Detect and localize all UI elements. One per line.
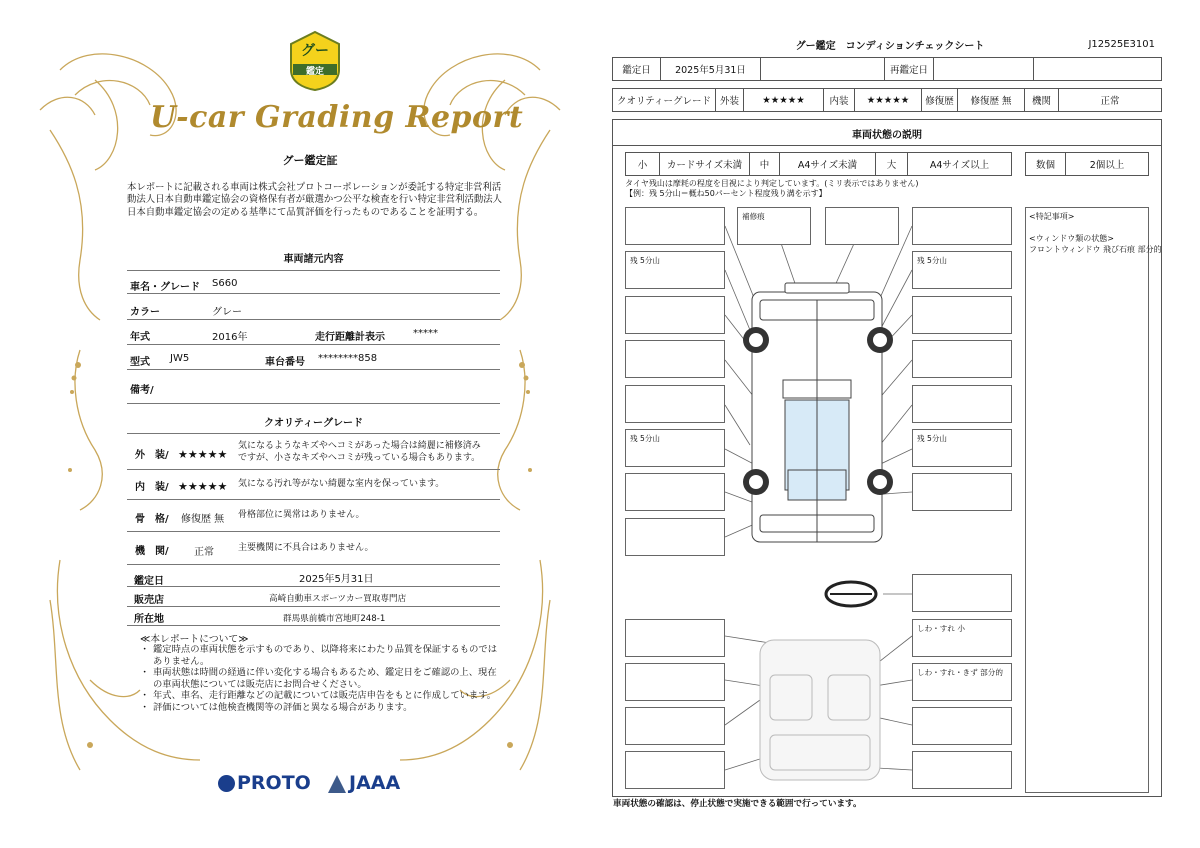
diagram-box [912,385,1012,423]
car-interior-view [760,640,880,780]
frame-value: 修復歴 無 [181,514,225,525]
sheet-code: J12525E3101 [1088,39,1155,50]
remarks-subtitle: <ウィンドウ類の状態> [1029,234,1114,243]
repair-label: 修復歴 [922,89,958,112]
jaaa-logo-text: JAAA [349,772,401,794]
legend-mid: 中 [750,153,780,176]
diagram-box [625,518,725,556]
dealer-row [127,587,500,607]
exterior-label: 外 装/ [135,450,169,461]
tire-note-line-2: 【例：残 5分山＝概ね50パーセント程度残り溝を示す】 [625,189,827,198]
spec-row-color [127,296,500,320]
address-label: 所在地 [134,614,164,625]
spec-mileage-label: 走行距離計表示 [315,332,385,343]
legend-count: 数個 [1026,153,1066,176]
diagram-box [912,663,1012,701]
ext-value: ★★★★★ [744,89,824,112]
spec-mileage-value: ***** [413,328,438,339]
appraisal-date-label: 鑑定日 [134,576,164,587]
badge-text-top: グー [301,43,329,59]
exterior-stars: ★★★★★ [178,448,228,461]
goo-appraisal-badge [287,30,343,92]
date-value: 2025年5月31日 [661,58,761,81]
spec-chassis-value: ********858 [318,353,378,364]
seat-condition-2: しわ・すれ・きず 部分的 [917,668,1003,677]
condition-section-title: 車両状態の説明 [612,119,1162,146]
spec-chassis-label: 車台番号 [265,357,305,368]
appraisal-date-row [127,565,500,587]
diagram-box [625,340,725,378]
spec-color-label: カラー [130,307,160,318]
engine-value: 正常 [194,547,214,558]
proto-logo-mark [218,775,235,792]
diagram-box [625,429,725,467]
spec-row-model [127,346,500,370]
dealer-value: 高崎自動車スポーツカー買取専門店 [269,594,407,604]
exterior-desc-2: ですが、小さなキズやヘコミが残っている場合もあります。 [238,453,481,463]
diagram-box [625,207,725,245]
exterior-desc-1: 気になるようなキズやヘコミがあった場合は綺麗に補修済み [238,441,481,451]
interior-stars: ★★★★★ [178,480,228,493]
spec-year-value: 2016年 [212,332,248,343]
notes-title: ≪本レポートについて≫ [140,634,249,645]
car-top-view [752,283,882,542]
tire-front-left-value: 残 5分山 [630,256,661,265]
sheet-footer-note: 車両状態の確認は、停止状態で実施できる範囲で行っています。 [613,799,862,809]
engine-label: 機 関/ [135,546,169,557]
diagram-box [625,296,725,334]
repair-mark-value: 補修痕 [742,212,765,221]
frame-label: 骨 格/ [135,514,169,525]
badge-text-bottom: 鑑定 [305,67,324,77]
spec-name-label: 車名・グレード [130,282,200,293]
spec-model-label: 型式 [130,357,150,368]
tire-rear-right-value: 残 5分山 [917,434,948,443]
diagram-box [912,207,1012,245]
spec-remarks-label: 備考/ [130,385,154,396]
note-item: ・ 車両状態は時間の経過に伴い変化する場合もあるため、鑑定日をご確認の上、現在の車両状態については販売店にお問合せください。 [140,667,500,690]
note-item: ・ 評価については他検査機関等の評価と異なる場合があります。 [140,702,500,714]
remarks-title: <特記事項> [1029,212,1075,221]
certificate-title: グー鑑定証 [282,154,338,167]
engine-desc: 主要機関に不具合はありません。 [238,543,374,553]
spec-year-label: 年式 [130,332,150,343]
legend-large: 大 [876,153,908,176]
grade-label: クオリティーグレード [613,89,716,112]
jaaa-logo-mark [328,775,346,793]
note-item: ・ 年式、車名、走行距離などの記載については販売店申告をもとに作成しています。 [140,690,500,702]
legend-count-desc: 2個以上 [1066,153,1149,176]
note-item: ・ 鑑定時点の車両状態を示すものであり、以降将来にわたり品質を保証するものではありません。 [140,644,500,667]
legend-small: 小 [626,153,660,176]
date-label: 鑑定日 [613,58,661,81]
diagram-box [912,251,1012,289]
sheet-title: グー鑑定 コンディションチェックシート [795,41,985,52]
spec-row-name [127,270,500,294]
diagram-box [625,751,725,789]
tire-rear-left-value: 残 5分山 [630,434,661,443]
int-label: 内装 [824,89,855,112]
appraisal-date-value: 2025年5月31日 [299,574,374,585]
spec-section-title: 車両諸元内容 [283,254,344,265]
diagram-box [912,340,1012,378]
proto-logo-text: PROTO [237,772,311,794]
interior-label: 内 装/ [135,482,169,493]
interior-desc: 気になる汚れ等がない綺麗な室内を保っています。 [238,479,445,489]
quality-row-engine [127,532,500,565]
quality-row-exterior [127,433,500,470]
condition-check-sheet [600,0,1200,848]
legend-small-desc: カードサイズ未満 [660,153,750,176]
repair-value: 修復歴 無 [958,89,1025,112]
diagram-box [825,207,899,245]
diagram-box [625,251,725,289]
engine-label-sheet: 機関 [1025,89,1059,112]
diagram-box [912,429,1012,467]
diagram-box [912,707,1012,745]
spec-row-remarks [127,372,500,404]
quality-row-interior [127,470,500,500]
diagram-box [625,707,725,745]
diagram-box [912,619,1012,657]
spec-model-value: JW5 [170,353,190,364]
frame-desc: 骨格部位に異常はありません。 [238,510,365,520]
remarks-text: フロントウィンドウ 飛び石痕 部分的 [1029,245,1162,254]
diagram-box [625,385,725,423]
report-script-title: U-car Grading Report [150,100,524,135]
diagram-box [625,473,725,511]
footer-logos [218,772,418,800]
diagram-box [912,574,1012,612]
address-row [127,607,500,626]
ext-label: 外装 [716,89,744,112]
diagram-box [912,296,1012,334]
diagram-box [912,473,1012,511]
tire-note-line-1: タイヤ残山は摩耗の程度を目視により判定しています。(ミリ表示ではありません) [625,179,919,188]
certificate-intro: 本レポートに記載される車両は株式会社プロトコーポレーションが委託する特定非営利活動法人日本自動車鑑定協会の資格保有者が厳選かつ公平な検査を行い特定非営利活動法人日本自動車鑑定協会の定める基準にて品質評価を行ったものであることを証明する。 [127,182,503,218]
spec-name-value: S660 [212,278,238,289]
int-value: ★★★★★ [855,89,922,112]
diagram-box [737,207,811,245]
special-remarks-box [1025,207,1162,793]
re-date-label: 再鑑定日 [885,58,934,81]
tire-front-right-value: 残 5分山 [917,256,948,265]
address-value: 群馬県前橋市宮地町248-1 [283,614,386,624]
spec-row-year [127,321,500,345]
quality-section-title: クオリティーグレード [264,418,363,429]
proto-logo [218,772,311,794]
dealer-label: 販売店 [134,595,164,606]
diagram-box [912,751,1012,789]
notes-list [140,644,500,713]
spec-color-value: グレー [212,307,242,318]
quality-row-frame [127,500,500,532]
engine-value-sheet: 正常 [1059,89,1162,112]
legend-mid-desc: A4サイズ未満 [780,153,876,176]
diagram-box [625,619,725,657]
legend-large-desc: A4サイズ以上 [908,153,1012,176]
diagram-box [625,663,725,701]
jaaa-logo [328,772,400,794]
seat-condition-1: しわ・すれ 小 [917,624,965,633]
steering-wheel-icon [826,582,876,606]
